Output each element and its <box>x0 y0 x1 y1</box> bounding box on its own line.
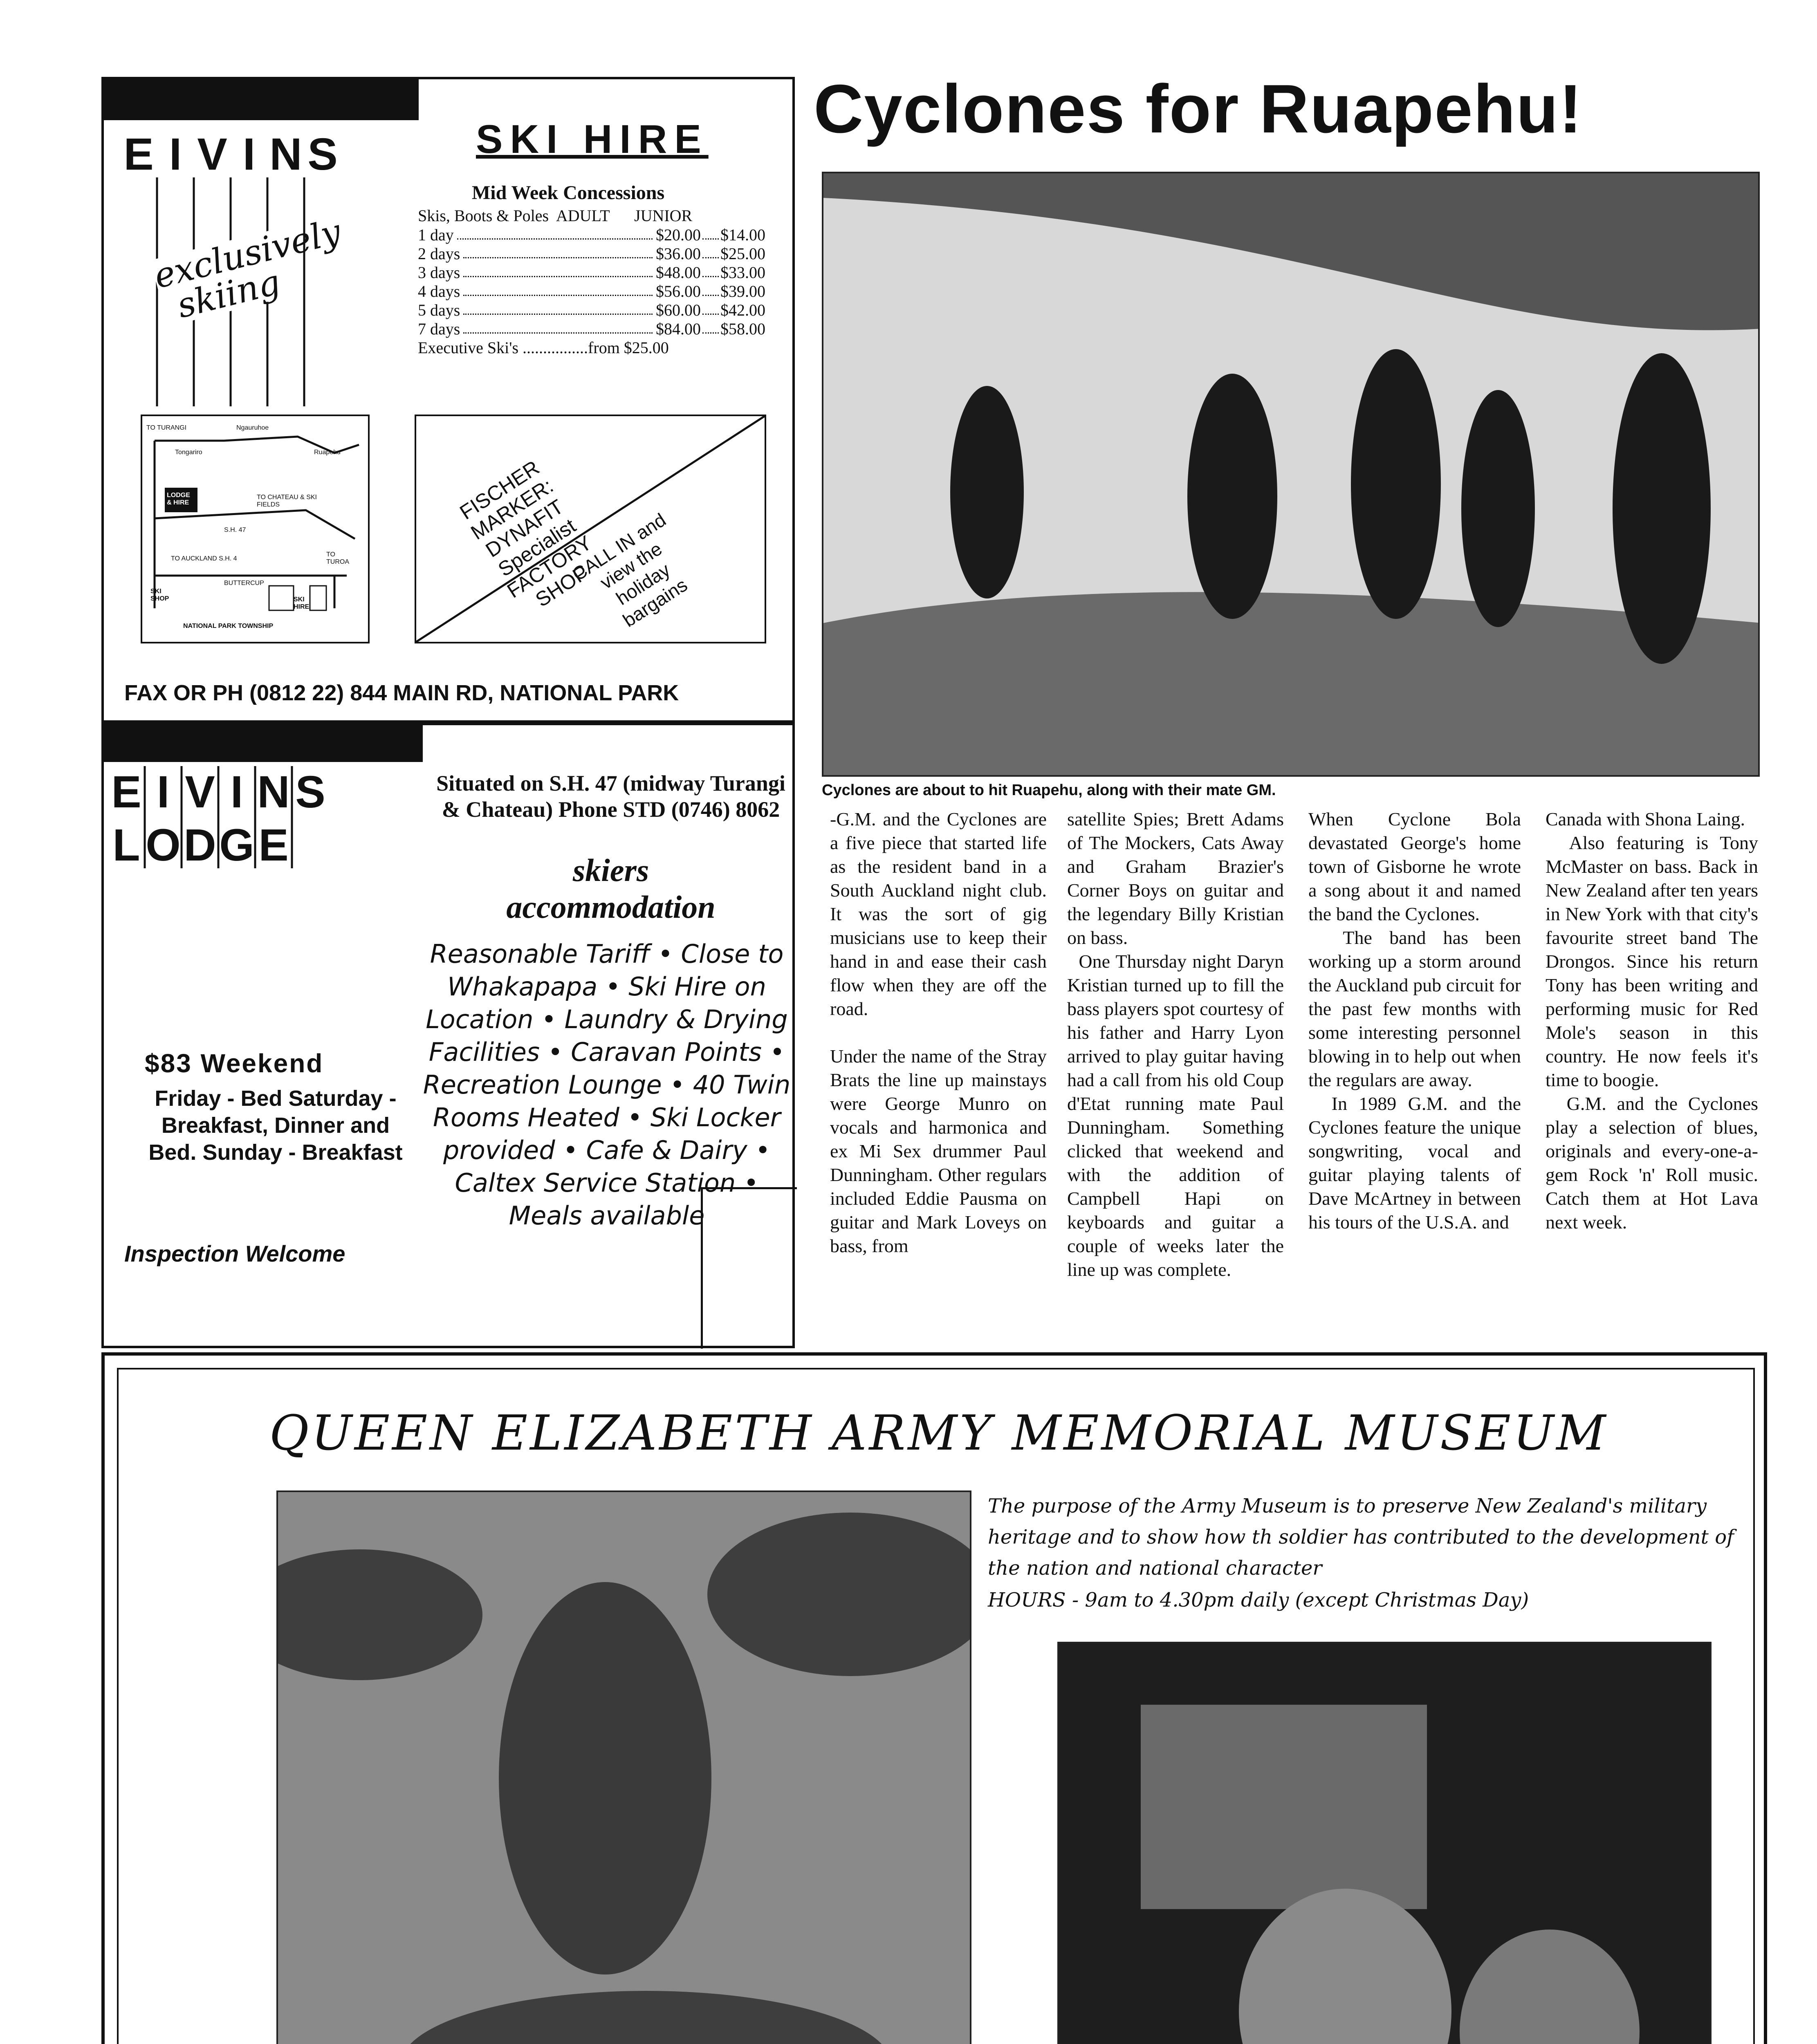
article-column-4: Canada with Shona Laing. Also featuring is Tony McMaster on bass. Back in New Zealand after ten years in New York with that city's favourite street band The Drongos. Since his return Tony has been writing and performing music for Red Mole's season in this country. He now feels it's time to boogie. G.M. and the Cyclones play a selection of blues, originals and every-one-a-gem Rock 'n' Roll music. Catch them at Hot Lava next week. <box>1546 809 1759 1233</box>
ski-hire-top-bar <box>104 79 419 120</box>
lodge-brand-line1: E I V I N S <box>111 767 325 817</box>
location-map <box>141 415 370 643</box>
map-label: TO TURANGI <box>146 424 187 431</box>
jungle-patrol-photo <box>276 1490 971 2044</box>
article-column-1: -G.M. and the Cyclones are a five piece that started life as the resident band in a South Auckland night club. It was the sort of gig musicians use to keep their hand in and ease their cash flow when they are off the road. Under the name of the Stray Brats the line up mainstays were George Munro on vocals and harmonica and ex Mi Sex drummer Paul Dunningham. Other regulars included Eddie Pausma on guitar and Mark Loveys on bass, from <box>830 809 1047 1256</box>
map-label: S.H. 47 <box>224 527 246 533</box>
map-label: TO TUROA <box>326 551 349 565</box>
concession-row: 5 days $60.00 $42.00 <box>418 301 765 319</box>
museum-title: QUEEN ELIZABETH ARMY MEMORIAL MUSEUM <box>269 1405 1608 1461</box>
concession-row: 7 days $84.00 $58.00 <box>418 320 765 338</box>
map-label: SKI HIRE <box>294 596 310 610</box>
lodge-tagline-2: accommodation <box>506 889 716 925</box>
call-in-text: CALL IN and view the holiday bargains <box>568 509 691 631</box>
ski-hire-title: SKI HIRE <box>476 117 709 161</box>
jungle-photo-image <box>278 1492 971 2044</box>
map-label: Ruapehu <box>314 449 341 456</box>
lodge-top-bar <box>104 725 423 762</box>
article-column-3: When Cyclone Bola devastated George's home town of Gisborne he wrote a song about it and named the band the Cyclones. The band has been working up a storm around the Auckland pub circuit for the past few months with some interesting personnel blowing in to help out when the regulars are away. In 1989 G.M. and the Cyclones feature the unique songwriting, vocal and guitar playing talents of Dave McArtney in between his tours of the U.S.A. and <box>1308 809 1521 1233</box>
ski-hire-subtitle: Mid Week Concessions <box>472 182 665 204</box>
museum-ad <box>101 1352 1767 2044</box>
map-label: NATIONAL PARK TOWNSHIP <box>183 623 274 630</box>
lodge-stripes <box>108 766 337 872</box>
ski-hire-contact: FAX OR PH (0812 22) 844 MAIN RD, NATIONAL PARK <box>124 681 679 705</box>
band-photo-caption: Cyclones are about to hit Ruapehu, along with their mate GM. <box>822 782 1276 799</box>
factory-shop-box <box>415 415 766 643</box>
lodge-corner-bar <box>701 1187 797 1349</box>
article-headline: Cyclones for Ruapehu! <box>814 70 1583 147</box>
script-slogan: exclusively skiing <box>151 228 298 327</box>
map-label: BUTTERCUP <box>224 580 264 587</box>
lodge-ad <box>101 723 795 1348</box>
lodge-features: Reasonable Tariff • Close to Whakapapa • Ski Hire on Location • Laundry & Drying Facilities • Caravan Points • Recreation Lounge • 40 Twin Rooms Heated • Ski Locker provided • Cafe & Dairy • Caltex Service Station • Meals available <box>423 939 791 1230</box>
weekend-details: Friday - Bed Saturday - Breakfast, Dinner and Bed. Sunday - Breakfast <box>148 1086 403 1165</box>
map-label: Ngauruhoe <box>236 424 269 431</box>
band-photo <box>822 172 1760 777</box>
map-label: TO AUCKLAND S.H. 4 <box>171 555 237 562</box>
factory-shop-text: FISCHER MARKER: DYNAFIT Specialist FACTORY SHOP <box>455 456 596 612</box>
concession-row: 4 days $56.00 $39.00 <box>418 282 765 300</box>
executive-row: Executive Ski's ................from $25.00 <box>418 338 669 357</box>
concessions-table <box>418 226 765 357</box>
band-photo-image <box>823 173 1760 777</box>
lodge-brand-line2: L ODGE <box>112 820 289 870</box>
map-label: Tongariro <box>175 449 202 456</box>
map-label: SKI SHOP <box>150 588 169 602</box>
lodge-location: Situated on S.H. 47 (midway Turangi & Chateau) Phone STD (0746) 8062 <box>436 771 785 822</box>
map-label: LODGE & HIRE <box>167 492 190 506</box>
ski-hire-brand: E I V I N S <box>123 129 338 179</box>
map-label: TO CHATEAU & SKI FIELDS <box>257 494 317 508</box>
concessions-header: Skis, Boots & Poles ADULT JUNIOR <box>418 206 693 225</box>
lodge-tagline-1: skiers <box>572 852 649 888</box>
vietnam-photo <box>1057 1642 1712 2044</box>
concession-row: 3 days $48.00 $33.00 <box>418 263 765 282</box>
concession-row: 1 day $20.00 $14.00 <box>418 226 765 244</box>
vietnam-photo-image <box>1059 1643 1712 2044</box>
museum-hours: HOURS - 9am to 4.30pm daily (except Christmas Day) <box>988 1589 1529 1611</box>
museum-purpose: The purpose of the Army Museum is to preserve New Zealand's military heritage and to show how th soldier has contributed to the development of the nation and national character <box>988 1495 1734 1580</box>
weekend-price: $83 Weekend <box>145 1049 324 1078</box>
inspection-welcome: Inspection Welcome <box>124 1241 345 1266</box>
ski-hire-ad <box>101 77 795 723</box>
concession-row: 2 days $36.00 $25.00 <box>418 244 765 263</box>
article-column-2: satellite Spies; Brett Adams of The Mockers, Cats Away and Graham Brazier's Corner Boys on guitar and the legendary Billy Kristian on bass. One Thursday night Daryn Kristian turned up to fill the bass players spot courtesy of his father and Harry Lyon arrived to play guitar having had a call from his old Coup d'Etat running mate Paul Dunningham. Something clicked that weekend and with the addition of Campbell Hapi on keyboards and guitar a couple of weeks later the line up was complete. <box>1067 809 1284 1280</box>
